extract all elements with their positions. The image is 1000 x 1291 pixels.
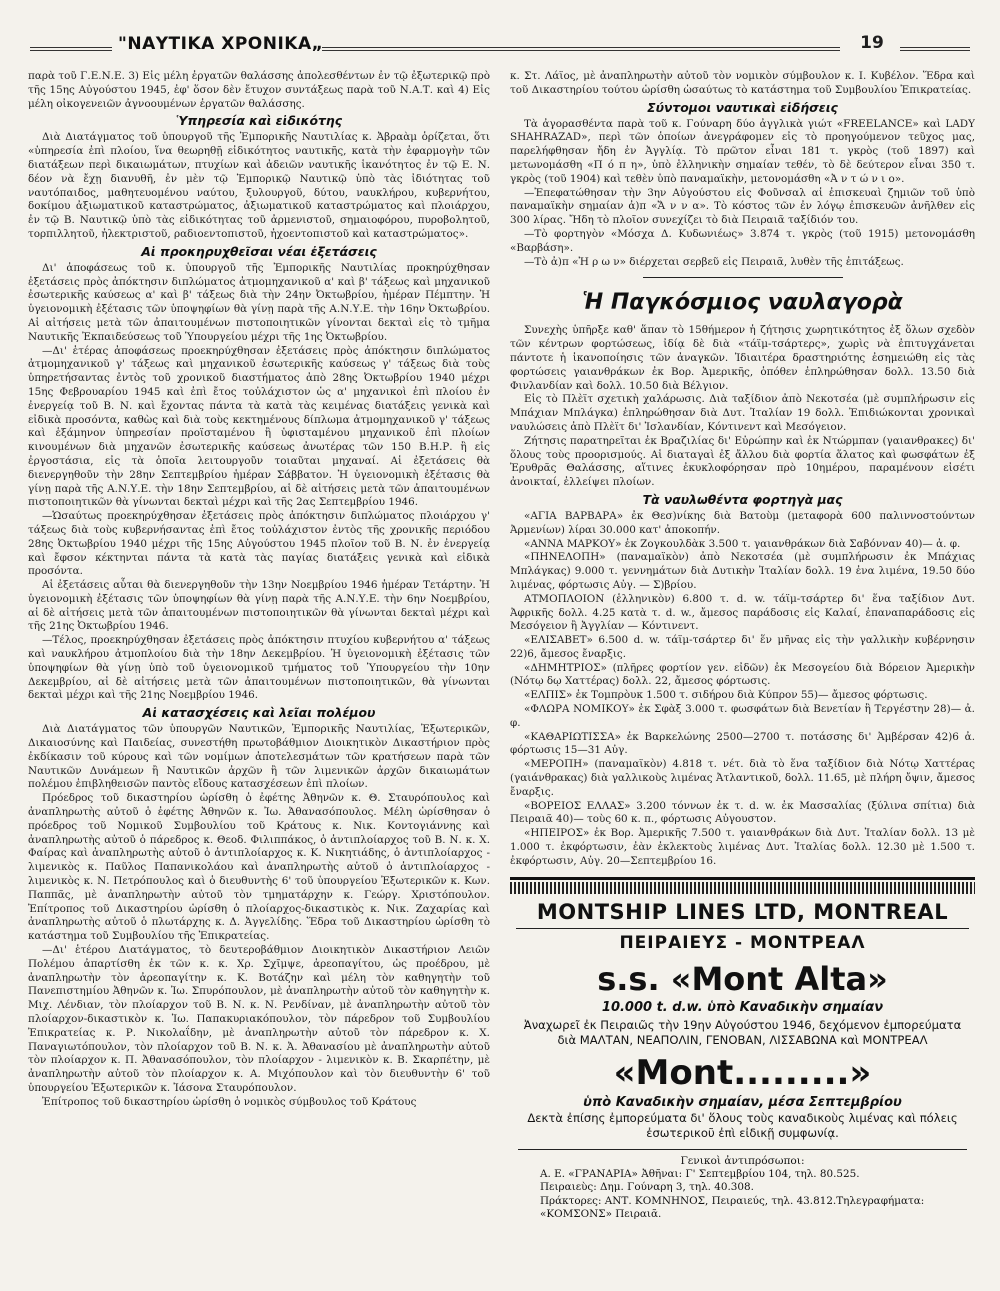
masthead: "ΝΑΥΤΙΚΑ ΧΡΟΝΙΚΑ„ — [118, 34, 324, 54]
header-rule-middle — [322, 47, 840, 51]
section-heading-freight-market: Ἡ Παγκόσμιος ναυλαγορὰ — [582, 290, 903, 316]
fixture-entry: «ΒΟΡΕΙΟΣ ΕΛΛΑΣ» 3.200 τόννων ἐκ τ. d. w. ἐκ Μασσαλίας (ξύλινα σπίτια) διὰ Πειραιᾶ 40)— τοὺς 60 κ. π., φόρτωσις Αὐγουστον. — [510, 799, 975, 826]
intro-paragraph: παρὰ τοῦ Γ.Ε.Ν.Ε. 3) Εἰς μέλη ἐργατῶν θαλάσσης ἀπολεσθέντων ἐν τῷ ἐξωτερικῷ πρὸ τῆς 15ης Αὐγούστου 1945, ἐφ' ὅσον δὲν ἔτυχον συντάξεως παρὰ τοῦ Ν.Α.Τ. καὶ 4) Εἰς μέλη οἰκογενειῶν ἀγνοουμένων ἐργατῶν θαλάσσης. — [28, 70, 490, 110]
article-paragraph: Πρόεδρος τοῦ δικαστηρίου ὡρίσθη ὁ ἐφέτης Ἀθηνῶν κ. Θ. Σταυρόπουλος καὶ ἀναπληρωτὴς αὐτοῦ ὁ ἐφέτης Ἀθηνῶν κ. Ἰω. Ἀθανασόπουλος. Μέλη ὡρίσθησαν ὁ πρόεδρος τοῦ Νομικοῦ Συμβουλίου τοῦ Κράτους κ. Νικ. Κοντογιάννης καὶ ἀναπληρωτὴς αὐτοῦ ὁ πάρεδρος κ. Θεοδ. Φιλιππάκος, ὁ ἀντιπλοίαρχος τοῦ Β. Ν. κ. Χ. Φαίρας καὶ ἀναπληρωτὴς αὐτοῦ ὁ ἀντιπλοίαρχος κ. Κ. Νικητιάδης, ὁ ἀντιπλοίαρχος - λιμενικὸς κ. Παῦλος Παπανικολάου καὶ ἀναπληρωτὴς αὐτοῦ ὁ ἀντιπλοίαρχος - λιμενικὸς κ. Ν. Πετρόπουλος καὶ ὁ διευθυντὴς 6' τοῦ ὑπουργείου Ἐξωτερικῶν κ. Κων. Παππᾶς, μὲ ἀναπληρωτὴν αὐτοῦ τὸν τμηματάρχην κ. Γεώργ. Χριστόπουλον. Ἐπίτροπος τοῦ Δικαστηρίου ὡρίσθη ὁ πλοίαρχος-δικαστικὸς κ. Νικ. Ζαχαρίας καὶ ἀναπληρωτὴς αὐτοῦ ὁ πλωτάρχης κ. Δ. Ἀγγελίδης. Ἕδρα τοῦ Δικαστηρίου ὡρίσθη τὸ κατάστημα τοῦ Συμβουλίου τῆς Ἐπικρατείας. — [28, 792, 490, 943]
ad-agent-line: Α. Ε. «ΓΡΑΝΑΡΙΑ» Ἀθῆναι: Γ' Σεπτεμβρίου 104, τηλ. 80.525. — [540, 1167, 860, 1180]
page-header — [30, 30, 970, 60]
left-column — [28, 70, 490, 1265]
article-paragraph: Δι' ἀποφάσεως τοῦ κ. ὑπουργοῦ τῆς Ἐμπορικῆς Ναυτιλίας προκηρύχθησαν ἐξετάσεις πρὸς ἀπόκτησιν διπλώματος ἀτμομηχανικοῦ α' καὶ β' τάξεως καὶ μηχανικοῦ ἐσωτερικῆς καύσεως α' καὶ β' τάξεως διὰ τὴν 24ην Ὀκτωβρίου, ἡμέραν Πέμπτην. Ἡ ὑγειονομικὴ ἐξέτασις τῶν ὑποψηφίων θὰ γίνῃ παρὰ τῆς Α.Ν.Υ.Ε. τὴν 16ην Ὀκτωβρίου. Αἱ αἰτήσεις μετὰ τῶν ἀπαιτουμένων πιστοποιητικῶν γίνονται δεκταὶ εἰς τὸ τμῆμα Ναυτικῆς Ἐκπαιδεύσεως τοῦ Ὑπουργείου μέχρι τῆς 1ης Ὀκτωβρίου. — [28, 261, 490, 343]
article-paragraph: Ζήτησις παρατηρεῖται ἐκ Βραζιλίας δι' Εὐρώπην καὶ ἐκ Ντώρμπαν (γαιανθρακες) δι' ὅλους τοὺς προορισμούς. Αἱ διαταγαὶ ἐξ ἄλλου διὰ φορτία ἅλατος καὶ φωσφάτων ἐξ Ἐρυθρᾶς Θαλάσσης, αἵτινες ἐκυκλοφόρησαν πρὸ 10ημέρου, παραμένουν εἰσέτι ἀνοικταί, ἐλλείψει πλοίων. — [510, 434, 975, 489]
fixture-entry: «ΗΠΕΙΡΟΣ» ἐκ Βορ. Ἀμερικῆς 7.500 τ. γαιανθράκων διὰ Δυτ. Ἰταλίαν δολλ. 13 μὲ 1.000 τ. ἐκφόρτωσιν, ἐὰν ἐκλεκτοὺς λιμένας Δυτ. Ἰταλίας δολλ. 12.30 μὲ 1.500 τ. ἐκφόρτωσιν, Αὐγ. 20—Σεπτεμβρίου 16. — [510, 827, 975, 867]
article-paragraph: —Τὸ φορτηγὸν «Μόσχα Δ. Κυδωνιέως» 3.874 τ. γκρὸς (τοῦ 1915) μετονομάσθη «Βαρβάση». — [510, 227, 975, 254]
page-number: 19 — [860, 33, 884, 53]
fixture-entry: «ΔΗΜΗΤΡΙΟΣ» (πλῆρες φορτίον γεν. εἰδῶν) ἐκ Μεσογείου διὰ Βόρειον Ἀμερικὴν (Νότῳ δῳ Χαττέρας) δολλ. 22, ἄμεσος φόρτωσις. — [510, 661, 975, 688]
fixture-entry: «ΑΝΝΑ ΜΑΡΚΟΥ» ἐκ Ζογκουλδὰκ 3.500 τ. γαιανθράκων διὰ Σαβόνναν 40)— ἀ. φ. — [524, 537, 961, 550]
article-paragraph: Τὰ ἀγορασθέντα παρὰ τοῦ κ. Γούναρη δύο ἀγγλικὰ γιώτ «FREELANCE» καὶ LADY SHAHRAZAD», περὶ τῶν ὁποίων ἀνεγράφομεν εἰς τὸ προηγούμενον τεῦχος μας, παρελήφθησαν ἤδη ἐν Ἀγγλίᾳ. Τὸ πρῶτον εἶναι 181 τ. γκρὸς (τοῦ 1897) καὶ μετωνομάσθη «Π ό π η», ὑπὸ ἑλληνικὴν σημαίαν τεθέν, τὸ δὲ δεύτερον εἶναι 350 τ. γκρὸς (τοῦ 1904) καὶ τεθὲν ὑπὸ παναμαϊκὴν, μετονομάσθη «Ἀ ν τ ώ ν ι ο». — [510, 117, 975, 185]
article-paragraph: Αἱ ἐξετάσεις αὗται θὰ διενεργηθοῦν τὴν 13ην Νοεμβρίου 1946 ἡμέραν Τετάρτην. Ἡ ὑγειονομικὴ ἐξέτασις τῶν ὑποψηφίων θὰ γίνῃ παρὰ τῆς Α.Ν.Υ.Ε. τὴν 6ην Νοεμβρίου, αἱ δὲ αἰτήσεις μετὰ τῶν ἀπαιτουμένων πιστοποιητικῶν θὰ γίνωνται δεκταὶ μέχρι καὶ τῆς 21ης Ὀκτωβρίου 1946. — [28, 579, 490, 633]
header-rule-left — [30, 47, 112, 51]
fixture-entry: «ΚΑΘΑΡΙΩΤΙΣΣΑ» ἐκ Βαρκελώνης 2500—2700 τ. ποτάσσης δι' Ἀμβέρσαν 42)6 ἀ. φόρτωσις 15—31 Αὐγ. — [510, 730, 975, 757]
article-paragraph: —Δι' ἑτέρας ἀποφάσεως προεκηρύχθησαν ἐξετάσεις πρὸς ἀπόκτησιν διπλώματος ἀτμομηχανικοῦ γ' τάξεως καὶ μηχανικοῦ ἐσωτερικῆς καύσεως γ' τάξεως διὰ τοὺς ὑπηρετήσαντας ἐντὸς τοῦ χρονικοῦ διαστήματος ἀπὸ 28ης Ὀκτωβρίου 1940 μέχρι 15ης Φεβρουαρίου 1945 καὶ ἐπὶ ἔτος τοὐλάχιστον ὡς α' μηχανικοὶ ἐπὶ πλοίου ἐν ἐνεργείᾳ τοῦ Β. Ν. καὶ ἔχοντας πάντα τὰ κατὰ τὰς κειμένας διατάξεις γενικὰ καὶ εἰδικὰ προσόντα, καθὼς καὶ διὰ τοὺς κεκτημένους δίπλωμα ἀτμομηχανικοῦ γ' τάξεως καὶ ἑξάμηνον ὑπηρεσίαν προϊσταμένου ἢ ὑφισταμένου μηχανικοῦ ἐπὶ πλοίων κινουμένων διὰ μηχανῶν ἐσωτερικῆς καύσεως ἀνωτέρας τῶν 150 Β.Η.Ρ. ἢ εἰς ἐργοστάσια, εἰς τὰ ὁποῖα λειτουργοῦν τοιαῦται μηχαναί. Αἱ ἐξετάσεις θὰ διενεργηθοῦν τὴν 28ην Σεπτεμβρίου ἡμέραν Σάββατον. Ἡ ὑγειονομικὴ ἐξέτασις θὰ γίνῃ παρὰ τῆς Α.Ν.Υ.Ε. τὴν 18ην Σεπτεμβρίου, αἱ δὲ αἰτήσεις μετὰ τῶν ἀπαιτουμένων πιστοποιητικῶν θὰ γίνωνται δεκταὶ μέχρι καὶ τῆς 2ας Σεπτεμβρίου 1946. — [28, 344, 490, 509]
ad-ship-spec: 10.000 t. d.w. ὑπὸ Καναδικὴν σημαίαν — [601, 999, 884, 1015]
article-paragraph: Διὰ Διατάγματος τῶν ὑπουργῶν Ναυτικῶν, Ἐμπορικῆς Ναυτιλίας, Ἐξωτερικῶν, Δικαιοσύνης καὶ Παιδείας, συνεστήθη πρωτοβάθμιον Διοικητικὸν Δικαστήριον πρὸς ἐκδίκασιν τοῦ κύρους καὶ τῶν νομίμων ἀποτελεσμάτων τῶν κρατήσεων παρὰ τῶν Ναυτικῶν Δυνάμεων ἢ Ναυτικῶν ἀρχῶν ἢ τῶν λιμενικῶν ἀρχῶν δικαιωμάτων πολέμου ἐπιβληθεισῶν παντὸς εἴδους κατασχέσεων ἐπὶ πλοίων. — [28, 723, 490, 791]
article-paragraph: —Τέλος, προεκηρύχθησαν ἐξετάσεις πρὸς ἀπόκτησιν πτυχίου κυβερνήτου α' τάξεως καὶ ναυκλήρου ἀτμοπλοίου διὰ τὴν 18ην Δεκεμβρίου. Ἡ ὑγειονομικὴ ἐξέτασις τῶν ὑποψηφίων θὰ γίνῃ ὑπὸ τοῦ ὑγειονομικοῦ τμήματος τοῦ Ὑπουργείου τὴν 10ην Δεκεμβρίου, αἱ δὲ αἰτήσεις μετὰ τῶν ἀπαιτουμένων πιστοποιητικῶν, θὰ γίνωνται δεκταὶ μέχρι καὶ τῆς 21ης Νοεμβρίου 1946. — [28, 634, 490, 702]
ad-second-ship-spec: ὑπὸ Καναδικὴν σημαίαν, μέσα Σεπτεμβρίου — [583, 1094, 902, 1110]
ad-agents-list — [540, 1168, 965, 1222]
article-paragraph: Διὰ Διατάγματος τοῦ ὑπουργοῦ τῆς Ἐμπορικῆς Ναυτιλίας κ. Ἀβραὰμ ὁρίζεται, ὅτι «ὑπηρεσία ἐπὶ πλοίου, ἵνα θεωρηθῇ εἰδικότητος ναυτικῆς, κατὰ τὴν ἐφαρμογὴν τῶν διατάξεων περὶ δικαιωμάτων, πτυχίων καὶ ἀδειῶν ναυτικῆς ἱκανότητος ἐν τῷ Ε. Ν. δέον νὰ ἔχῃ διανυθῆ, ἐν μὲν τῷ Ἐμπορικῷ Ναυτικῷ ὑπὸ τὰς ἰδιότητας τοῦ ναυτόπαιδος, μαθητευομένου ναύτου, ξυλουργοῦ, δύτου, ναυκλήρου, κυβερνήτου, δοκίμου ἀξιωματικοῦ καταστρώματος, ἀξιωματικοῦ καταστρώματος καὶ πλοιάρχου, ἐν τῷ Β. Ναυτικῷ ὑπὸ τὰς εἰδικότητας τοῦ ἀρμενιστοῦ, σημαιοφόρου, πυροβολητοῦ, τορπιλλητοῦ, ἠλεκτριστοῦ, ραδιοεντοπιστοῦ, ἠχοεντοπιστοῦ καὶ καταστρώματος». — [28, 131, 490, 240]
fixture-entry: «ΑΓΙΑ ΒΑΡΒΑΡΑ» ἐκ Θεσ)νίκης διὰ Βατοὺμ (μεταφορὰ 600 παλιννοστούντων Ἀρμενίων) λίραι 30.000 κατ' ἀποκοπήν. — [510, 509, 975, 536]
continuation-paragraph: κ. Στ. Λάϊος, μὲ ἀναπληρωτὴν αὐτοῦ τὸν νομικὸν σύμβουλον κ. Ι. Κυβέλον. Ἕδρα καὶ τοῦ Δικαστηρίου τούτου ὡρίσθη ὡσαύτως τὸ κατάστημα τοῦ Συμβουλίου Ἐπικρατείας. — [510, 70, 975, 96]
ad-agent-line: Πράκτορες: ΑΝΤ. ΚΟΜΝΗΝΟΣ, Πειραιεύς, τηλ. 43.812.Τηλεγραφήματα: «ΚΟΜΣΟΝΣ» Πειραιᾶ. — [540, 1194, 925, 1221]
ad-second-ship-details: Δεκτὰ ἐπίσης ἐμπορεύματα δι' ὅλους τοὺς καναδικοὺς λιμένας καὶ πόλεις ἐσωτερικοῦ ἐπὶ εἰδικῇ συμφωνίᾳ. — [527, 1110, 958, 1140]
section-heading-fixtures: Τὰ ναυλωθέντα φορτηγὰ μας — [642, 491, 843, 507]
header-rule-right — [900, 47, 970, 51]
fixture-entry: «ΕΛΠΙΣ» ἐκ Τομπρὸυκ 1.500 τ. σιδήρου διὰ Κύπρον 55)— ἄμεσος φόρτωσις. — [524, 689, 928, 702]
fixture-entry: «ΕΛΙΣΑΒΕΤ» 6.500 d. w. τάϊμ-τσάρτερ δι' ἕν μῆνας εἰς τὴν γαλλικὴν κυβέρνησιν 22)6, ἄμεσος ἔναρξις. — [510, 634, 975, 660]
fixture-entry: «ΜΕΡΟΠΗ» (παναμαϊκὸν) 4.818 τ. νέτ. διὰ τὸ ἕνα ταξίδιον διὰ Νότῳ Χαττέρας (γαιάνθρακας) διὰ γαλλικοὺς λιμένας Ἀτλαντικοῦ, δολλ. 11.65, μὲ πλήρη ὄψιν, ἄμεσος ἔναρξις. — [510, 758, 975, 798]
fixture-entry: «ΦΛΩΡΑ ΝΟΜΙΚΟΥ» ἐκ Σφὰξ 3.000 τ. φωσφάτων διὰ Βενετίαν ἢ Τεργέστην 28)— ἀ. φ. — [510, 703, 975, 729]
section-heading-exams: Αἱ προκηρυχθεῖσαι νέαι ἐξετάσεις — [141, 243, 377, 259]
section-heading-short-news: Σύντομοι ναυτικαὶ εἰδήσεις — [647, 99, 838, 115]
fixture-entry: «ΠΗΝΕΛΟΠΗ» (παναμαϊκὸν) ἀπὸ Νεκοτσέα (μὲ συμπλήρωσιν ἐκ Μπάχιας Μπλάγκας) 9.000 τ. γεννημάτων διὰ Δυτικὴν Ἰταλίαν δολλ. 19 ἐνα λιμένα, 19.50 δύο λιμένας, φόρτωσις Αὐγ. — Σ)βρίου. — [510, 551, 975, 591]
article-paragraph: —Τὸ ἀ)π «Ἠ ρ ω ν» διέρχεται σερβεῦ εἰς Πειραιᾶ, λυθὲν τῆς ἐπιτάξεως. — [524, 255, 904, 268]
article-paragraph: Ἐπίτροπος τοῦ δικαστηρίου ὡρίσθη ὁ νομικὸς σύμβουλος τοῦ Κράτους — [42, 1095, 417, 1108]
section-divider — [643, 277, 843, 278]
article-paragraph: —Δι' ἑτέρου Διατάγματος, τὸ δευτεροβάθμιον Διοικητικὸν Δικαστήριον Λειῶν Πολέμου ἀπαρτίσθη ἐκ τῶν κ. κ. Χρ. Σχῖμψε, ἀρεοπαγίτου, ὡς προέδρου, μὲ ἀναπληρωτὴν τὸν ἀρεοπαγίτην κ. Κ. Βοτάζην καὶ μέλη τὸν καθηγητὴν τοῦ Πανεπιστημίου Ἀθηνῶν κ. Ἰω. Σπυρόπουλον, μὲ ἀναπληρωτὴν αὐτοῦ τὸν καθηγητὴν κ. Μιχ. Λένδιαν, τὸν πλοίαρχον τοῦ Β. Ν. κ. Ν. Ρενδίναν, μὲ ἀναπληρωτὴν αὐτοῦ τὸν πλοίαρχον-δικαστικὸν κ. Ἰω. Παπακυριακόπουλον, τὸν πάρεδρον τοῦ Συμβουλίου Ἐπικρατείας κ. Ρ. Νικολαΐδην, μὲ ἀναπληρωτὴν αὐτοῦ τὸν πάρεδρον κ. Χ. Παναγιωτόπουλον, τὸν πλοίαρχον τοῦ Β. Ν. κ. Ἀ. Ἀθανασίου μὲ ἀναπληρωτὴν αὐτοῦ τὸν πλοίαρχον κ. Π. Ἀθανασόπουλον, τὸν πλοίαρχον - λιμενικὸν κ. Β. Σκαρπέτην, μὲ ἀναπληρωτὴν αὐτοῦ τὸν πλοίαρχον κ. Α. Μιχόπουλον καὶ τὸν διευθυντὴν 6' τοῦ ὑπουργείου Ἐξωτερικῶν κ. Ἰάσονα Σταυρόπουλον. — [28, 944, 490, 1094]
section-heading-seizures: Αἱ κατασχέσεις καὶ λεῖαι πολέμου — [142, 705, 376, 721]
article-paragraph: Συνεχὴς ὑπῆρξε καθ' ἅπαν τὸ 15θήμερον ἡ ζήτησις χωρητικότητος ἐξ ὅλων σχεδὸν τῶν κέντρων φορτώσεως, ἰδίᾳ δὲ διὰ «τάϊμ-τσάρτερς», χωρὶς νὰ ἐπιτυγχάνεται πάντοτε ἡ ἱκανοποίησις τῶν ἀναγκῶν. Ἰδιαιτέρα δραστηριότης ἐσημειώθη εἰς τὰς φορτώσεις γαιανθράκων ἐκ Βορ. Ἀμερικῆς, ὁπόθεν ἐπληρώθησαν δολλ. 13.50 διὰ Φινλανδίαν καὶ δολλ. 10.50 διὰ Βέλγιον. — [510, 324, 975, 392]
article-paragraph: —Ἐπεφατώθησαν τὴν 3ην Αὐγούστου εἰς Φοῦνσαλ αἱ ἐπισκευαὶ ζημιῶν τοῦ ὑπὸ παναμαϊκὴν σημαίαν ἀ)π «Ἄ ν ν α». Τὸ κόστος τῶν ἐν λόγῳ ἐπισκευῶν ἀνῆλθεν εἰς 300 λίρας. Ἤδη τὸ πλοῖον συνεχίζει τὸ διὰ Πειραιᾶ ταξίδιόν του. — [510, 186, 975, 227]
ad-divider — [518, 1149, 967, 1150]
ad-route: ΠΕΙΡΑΙΕΥΣ - ΜΟΝΤΡΕΑΛ — [516, 928, 969, 955]
ad-agent-line: Πειραιεὺς: Δημ. Γούναρη 3, τηλ. 40.308. — [540, 1181, 754, 1194]
article-paragraph: Εἰς τὸ Πλὲϊτ σχετικὴ χαλάρωσις. Διὰ ταξίδιον ἀπὸ Νεκοτσέα (μὲ συμπλήρωσιν εἰς Μπάχιαν Μπλάγκα) ἐπληρώθησαν διὰ Δυτ. Ἰταλίαν 19 δολλ. Ἐπιδιώκονται χρονικαὶ ναυλώσεις ἀπὸ Πλὲϊτ δι' Ἰσλανδίαν, Κόντινεντ καὶ Μεσόγειον. — [510, 393, 975, 433]
fixture-entry: ΑΤΜΟΠΛΟΙΟΝ (ἑλληνικὸν) 6.800 τ. d. w. τάϊμ-τσάρτερ δι' ἕνα ταξίδιον Δυτ. Ἀφρικῆς δολλ. 4.25 κατὰ τ. d. w., ἄμεσος παράδοσις εἰς Καλαί, ἐπαναπαράδοσις εἰς Μεσόγειον ἢ Ἀγγλίαν — Κόντινεντ. — [510, 592, 975, 633]
ad-ship-details: Ἀναχωρεῖ ἐκ Πειραιῶς τὴν 19ην Αὐγούστου 1946, δεχόμενον ἐμπορεύματα διὰ ΜΑΛΤΑΝ, ΝΕΑΠΟΛΙΝ, ΓΕΝΟΒΑΝ, ΛΙΣΣΑΒΩΝΑ καὶ ΜΟΝΤΡΕΑΛ — [523, 1017, 962, 1047]
ad-agents-title: Γενικοὶ ἀντιπρόσωποι: — [680, 1154, 805, 1167]
montship-advertisement — [510, 877, 975, 1222]
ad-ship-name: s.s. «Mont Alta» — [597, 959, 888, 998]
ad-comb-border — [510, 882, 975, 894]
ad-second-ship-name: «Mont.........» — [613, 1052, 872, 1093]
right-column — [510, 70, 975, 1265]
section-heading-service: Ὑπηρεσία καὶ εἰδικότης — [175, 113, 343, 129]
ad-company-name: MONTSHIP LINES LTD, MONTREAL — [536, 899, 949, 924]
article-paragraph: —Ὡσαύτως προεκηρύχθησαν ἐξετάσεις πρὸς ἀπόκτησιν διπλώματος πλοιάρχου γ' τάξεως διὰ τοὺς κυβερνήσαντας ἐπὶ ἔτος τοὐλάχιστον ἐντὸς τῆς χρονικῆς περιόδου 28ης Ὀκτωβρίου 1940 μέχρι τῆς 15ης Αὐγούστου 1945 πλοῖον τοῦ Β. Ν. ἐν ἐνεργείᾳ καὶ ἔφσον κέκτηνται πάντα τὰ κατὰ τὰς παγίας διατάξεις γενικὰ καὶ εἰδικὰ προσόντα. — [28, 510, 490, 578]
